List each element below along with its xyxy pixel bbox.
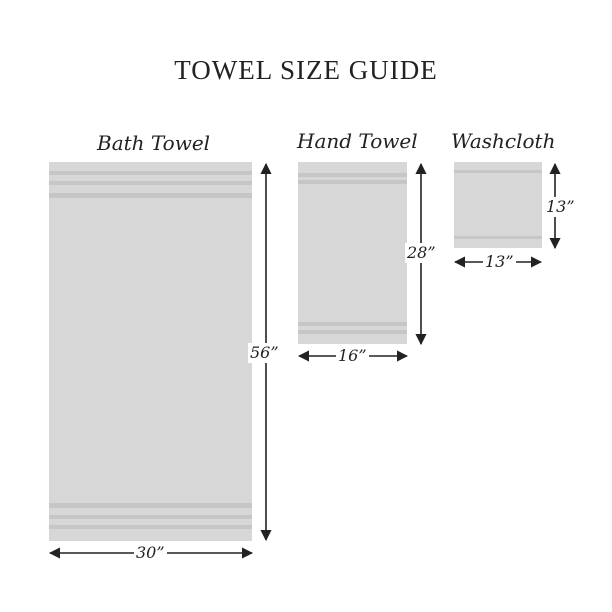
- washcloth-label: Washcloth: [451, 129, 556, 153]
- hand-towel-width-label: 16”: [338, 346, 367, 365]
- bath-towel-width-label: 30”: [136, 543, 165, 562]
- hand-towel-shape: [298, 162, 407, 344]
- page-title: TOWEL SIZE GUIDE: [174, 55, 438, 85]
- washcloth-width-label: 13”: [485, 252, 514, 271]
- hand-towel-height-label: 28”: [407, 243, 436, 262]
- hand-towel-label: Hand Towel: [297, 129, 418, 153]
- washcloth-height-label: 13”: [546, 197, 575, 216]
- washcloth-shape: [454, 162, 542, 248]
- bath-towel-label: Bath Towel: [97, 131, 211, 155]
- bath-towel-shape: [49, 162, 252, 541]
- bath-towel-height-label: 56”: [250, 343, 279, 362]
